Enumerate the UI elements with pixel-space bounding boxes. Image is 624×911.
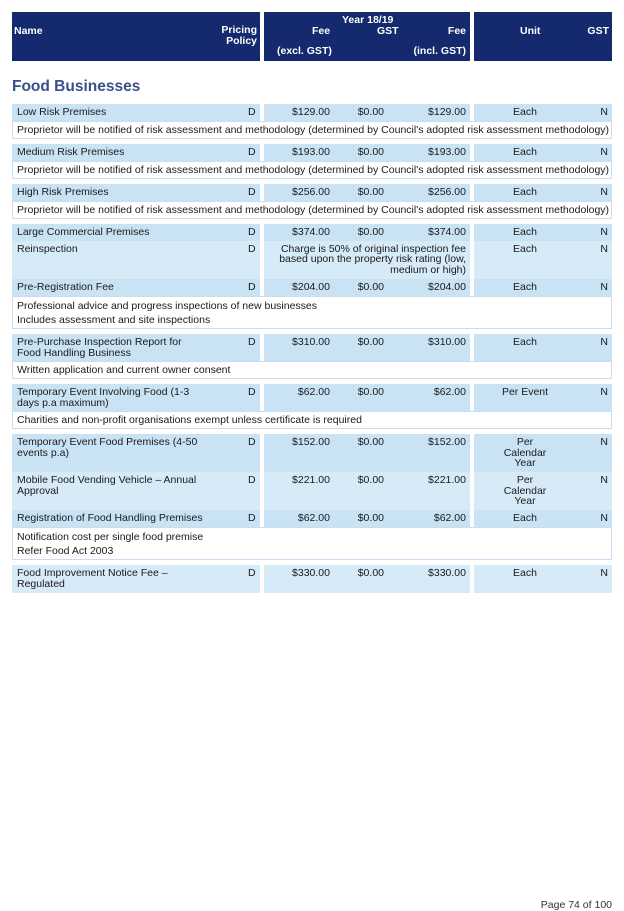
row-gst: $0.00	[357, 436, 384, 448]
note-text: Refer Food Act 2003	[17, 545, 114, 557]
row-fee-excl: $204.00	[292, 281, 330, 293]
row-unit: Each	[513, 226, 537, 238]
header-fee-excl: Fee	[312, 25, 331, 37]
row-gst-flag: N	[600, 336, 608, 348]
header-fee-excl-sub: (excl. GST)	[277, 45, 332, 57]
page-number: Page 74 of 100	[540, 899, 612, 911]
row-gst: $0.00	[357, 281, 384, 293]
row-policy: D	[248, 146, 256, 158]
row-gst-flag: N	[600, 186, 608, 198]
table-row	[12, 434, 612, 472]
row-charge-text-2: based upon the property risk rating (low,	[279, 253, 466, 265]
row-gst-flag: N	[600, 474, 608, 486]
note-text: Proprietor will be notified of risk assessment and methodology (determined by Council's adopted risk assessment methodology)	[17, 124, 610, 136]
row-gst-flag: N	[600, 512, 608, 524]
row-fee-incl: $62.00	[433, 512, 466, 524]
row-name: Mobile Food Vending Vehicle – Annual Approval	[17, 474, 197, 497]
row-gst: $0.00	[357, 336, 384, 348]
row-policy: D	[248, 186, 256, 198]
table-row	[12, 241, 612, 279]
note-text: Written application and current owner consent	[17, 364, 231, 376]
row-fee-incl: $310.00	[428, 336, 466, 348]
row-fee-incl: $152.00	[428, 436, 466, 448]
row-name: Temporary Event Involving Food (1-3 days p.a maximum)	[17, 386, 190, 409]
row-name: Reinspection	[17, 243, 78, 255]
table-row	[12, 334, 612, 361]
row-policy: D	[248, 226, 256, 238]
header-name-block	[12, 12, 260, 61]
row-fee-excl: $374.00	[292, 226, 330, 238]
table-row	[12, 184, 612, 201]
row-unit: Each	[513, 186, 537, 198]
row-gst-flag: N	[600, 436, 608, 448]
row-unit: Per Calendar Year	[503, 436, 547, 469]
header-fees-block	[264, 12, 470, 61]
row-name: Temporary Event Food Premises (4-50 events p.a)	[17, 436, 198, 459]
header-unit-block	[474, 12, 612, 61]
row-unit: Each	[513, 243, 537, 255]
note-row	[12, 121, 612, 139]
row-gst-flag: N	[600, 243, 608, 255]
row-fee-incl: $221.00	[428, 474, 466, 486]
row-gst-flag: N	[600, 106, 608, 118]
row-fee-excl: $62.00	[297, 386, 330, 398]
row-fee-incl: $330.00	[428, 567, 466, 579]
note-row	[12, 201, 612, 219]
row-fee-incl: $62.00	[433, 386, 466, 398]
note-row	[12, 361, 612, 379]
row-name: Low Risk Premises	[17, 106, 107, 118]
row-gst: $0.00	[357, 226, 384, 238]
note-text: Includes assessment and site inspections	[17, 314, 211, 326]
row-name: High Risk Premises	[17, 186, 109, 198]
row-gst-flag: N	[600, 281, 608, 293]
row-fee-incl: $129.00	[428, 106, 466, 118]
row-name: Registration of Food Handling Premises	[17, 512, 203, 524]
note-row	[12, 296, 612, 329]
table-row	[12, 510, 612, 527]
table-row	[12, 565, 612, 593]
row-unit: Each	[513, 336, 537, 348]
table-row	[12, 104, 612, 121]
row-fee-excl: $152.00	[292, 436, 330, 448]
row-name: Pre-Purchase Inspection Report for Food Handling Business	[17, 336, 182, 359]
row-gst-flag: N	[600, 567, 608, 579]
row-unit: Each	[513, 281, 537, 293]
note-text: Proprietor will be notified of risk assessment and methodology (determined by Council's adopted risk assessment methodology)	[17, 204, 610, 216]
header-unit: Unit	[520, 25, 541, 37]
row-unit: Each	[513, 106, 537, 118]
table-row	[12, 279, 612, 296]
row-unit: Per Calendar Year	[503, 474, 547, 507]
header-gst: GST	[377, 25, 399, 37]
row-fee-incl: $256.00	[428, 186, 466, 198]
row-fee-excl: $256.00	[292, 186, 330, 198]
table-row	[12, 472, 612, 510]
row-fee-excl: $221.00	[292, 474, 330, 486]
row-gst: $0.00	[357, 186, 384, 198]
section-title: Food Businesses	[12, 78, 141, 95]
row-fee-incl: $204.00	[428, 281, 466, 293]
row-gst: $0.00	[357, 386, 384, 398]
row-unit: Per Event	[501, 386, 549, 398]
row-gst: $0.00	[357, 474, 384, 486]
note-text: Proprietor will be notified of risk assessment and methodology (determined by Council's adopted risk assessment methodology)	[17, 164, 610, 176]
header-year: Year 18/19	[342, 14, 394, 26]
row-policy: D	[248, 106, 256, 118]
row-fee-excl: $62.00	[297, 512, 330, 524]
note-text: Notification cost per single food premise	[17, 531, 204, 543]
row-gst: $0.00	[357, 146, 384, 158]
row-policy: D	[248, 243, 256, 255]
header-pricing-policy: Pricing Policy	[221, 24, 257, 47]
row-fee-incl: $193.00	[428, 146, 466, 158]
note-row	[12, 411, 612, 429]
header-gst-flag: GST	[587, 25, 609, 37]
table-row	[12, 144, 612, 161]
row-policy: D	[248, 281, 256, 293]
row-fee-excl: $310.00	[292, 336, 330, 348]
row-gst: $0.00	[357, 567, 384, 579]
note-text: Professional advice and progress inspections of new businesses	[17, 300, 318, 312]
row-name: Large Commercial Premises	[17, 226, 150, 238]
header-fee-incl-sub: (incl. GST)	[413, 45, 466, 57]
row-charge-text-3: medium or high)	[390, 264, 466, 276]
header-name: Name	[14, 25, 43, 37]
row-gst: $0.00	[357, 106, 384, 118]
row-name: Medium Risk Premises	[17, 146, 125, 158]
row-gst-flag: N	[600, 226, 608, 238]
row-fee-excl: $330.00	[292, 567, 330, 579]
row-name: Food Improvement Notice Fee – Regulated	[17, 567, 168, 590]
note-row	[12, 527, 612, 560]
row-name: Pre-Registration Fee	[17, 281, 114, 293]
row-policy: D	[248, 436, 256, 448]
row-unit: Each	[513, 567, 537, 579]
header-fee-incl: Fee	[447, 25, 466, 37]
table-row	[12, 224, 612, 241]
row-policy: D	[248, 386, 256, 398]
note-text: Charities and non-profit organisations exempt unless certificate is required	[17, 414, 362, 426]
row-gst: $0.00	[357, 512, 384, 524]
table-row	[12, 384, 612, 411]
row-policy: D	[248, 567, 256, 579]
row-policy: D	[248, 474, 256, 486]
row-unit: Each	[513, 512, 537, 524]
row-policy: D	[248, 512, 256, 524]
row-fee-incl: $374.00	[428, 226, 466, 238]
row-policy: D	[248, 336, 256, 348]
row-gst-flag: N	[600, 146, 608, 158]
row-fee-excl: $193.00	[292, 146, 330, 158]
row-charge-text-1: Charge is 50% of original inspection fee	[280, 243, 466, 255]
note-row	[12, 161, 612, 179]
row-fee-excl: $129.00	[292, 106, 330, 118]
row-gst-flag: N	[600, 386, 608, 398]
row-unit: Each	[513, 146, 537, 158]
